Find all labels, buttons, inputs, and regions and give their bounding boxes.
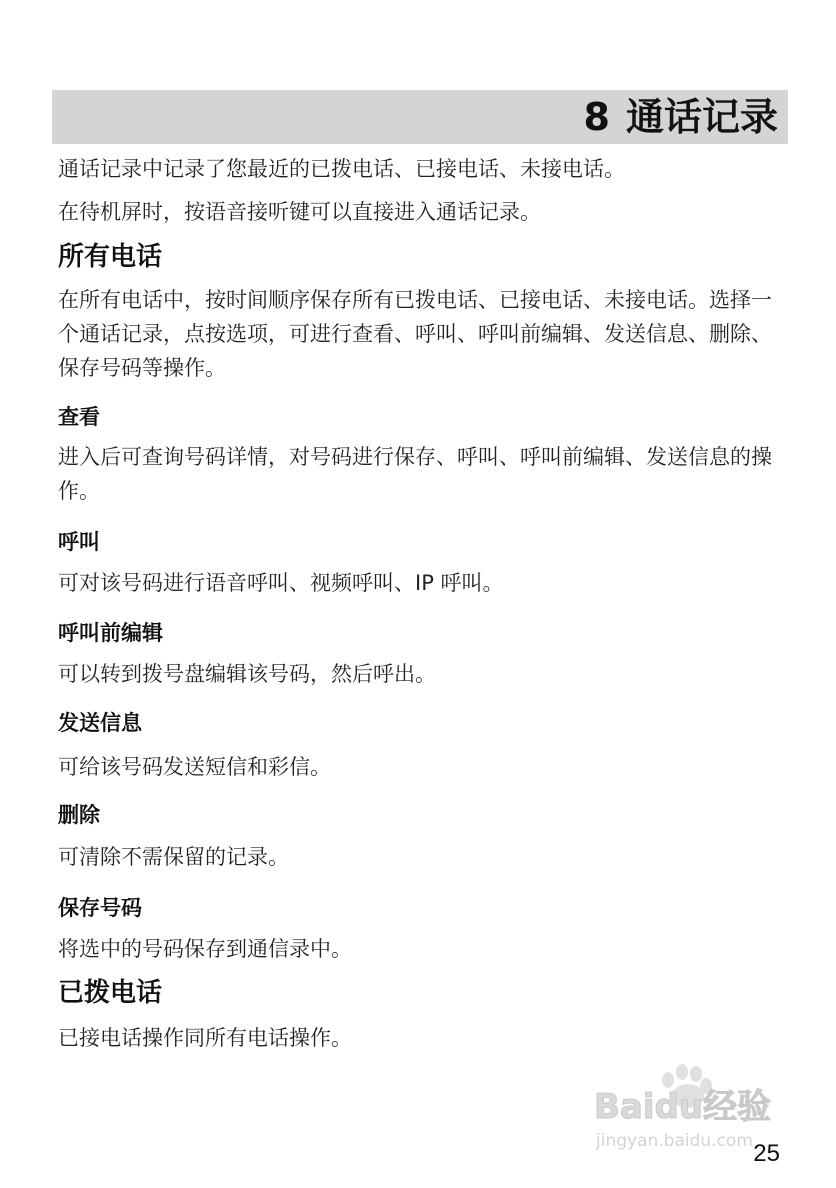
subsection-text-save-number: 将选中的号码保存到通信录中。 [58,937,352,961]
intro-paragraph-1: 通话记录中记录了您最近的已拨电话、已接电话、未接电话。 [58,157,625,181]
subsection-text-call: 可对该号码进行语音呼叫、视频呼叫、IP 呼叫。 [58,571,504,595]
subsection-text-view: 进入后可查询号码详情，对号码进行保存、呼叫、呼叫前编辑、发送信息的操作。 [58,445,772,503]
subsection-text-send-message: 可给该号码发送短信和彩信。 [58,755,331,779]
subsection-heading-send-message: 发送信息 [58,711,142,735]
all-calls-paragraph: 在所有电话中，按时间顺序保存所有已拨电话、已接电话、未接电话。选择一个通话记录，点按选项，可进行查看、呼叫、呼叫前编辑、发送信息、删除、保存号码等操作。 [58,288,772,380]
chapter-title-text: 通话记录 [625,95,778,139]
section-heading-all-calls: 所有电话 [58,242,163,272]
chapter-number: 8 [583,95,610,139]
subsection-heading-edit-before-call: 呼叫前编辑 [58,621,163,645]
watermark-url-text: jingyan.baidu.com [596,1131,753,1151]
subsection-text-delete: 可清除不需保留的记录。 [58,845,289,869]
dialed-calls-paragraph: 已接电话操作同所有电话操作。 [58,1026,352,1050]
watermark-brand-text: Baidu经验 [594,1087,772,1127]
subsection-heading-call: 呼叫 [58,530,100,554]
section-heading-dialed-calls: 已拨电话 [58,978,163,1008]
chapter-title [584,94,778,140]
subsection-heading-view: 查看 [58,405,100,429]
chapter-header-bar [52,90,788,144]
page-number: 25 [753,1140,780,1167]
subsection-heading-delete: 删除 [58,803,100,827]
intro-paragraph-2: 在待机屏时，按语音接听键可以直接进入通话记录。 [58,200,541,224]
subsection-heading-save-number: 保存号码 [58,896,142,920]
subsection-text-edit-before-call: 可以转到拨号盘编辑该号码，然后呼出。 [58,662,436,686]
